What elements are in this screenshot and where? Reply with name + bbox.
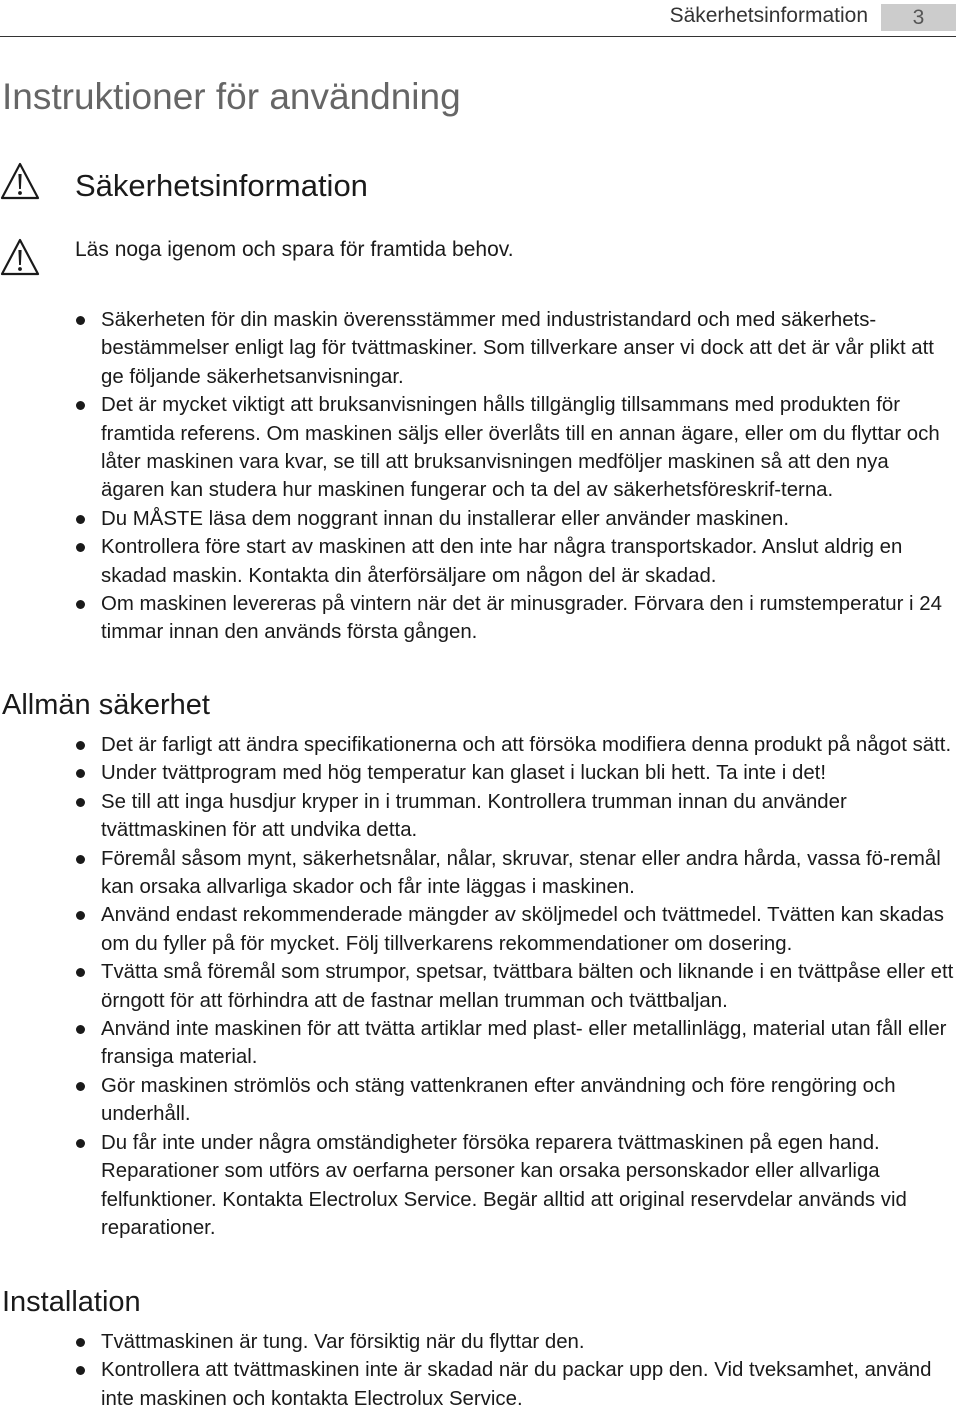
list-item: Du MÅSTE läsa dem noggrant innan du installerar eller använder maskinen. bbox=[0, 505, 958, 533]
bullet-icon bbox=[76, 1082, 85, 1091]
list-item: Du får inte under några omständigheter försöka reparera tvättmaskinen på egen hand. Reparationer som utförs av oerfarna personer kan orsaka personskador eller allvarliga felfunktioner. Kontakta Electrolux Service. Begär alltid att original reservdelar används vid reparationer. bbox=[0, 1129, 958, 1243]
list-item: Använd endast rekommenderade mängder av sköljmedel och tvättmedel. Tvätten kan skadas om du fyller på för mycket. Följ tillverkarens rekommendationer om dosering. bbox=[0, 901, 958, 958]
list-item: Om maskinen levereras på vintern när det är minusgrader. Förvara den i rumstemperatur i 24 timmar innan den används första gången. bbox=[0, 590, 958, 647]
bullet-icon bbox=[76, 1338, 85, 1347]
bullet-icon bbox=[76, 401, 85, 410]
bullet-icon bbox=[76, 855, 85, 864]
header-divider bbox=[0, 36, 956, 37]
general-safety-heading: Allmän säkerhet bbox=[2, 689, 210, 721]
bullet-icon bbox=[76, 600, 85, 609]
bullet-icon bbox=[76, 1139, 85, 1148]
installation-heading: Installation bbox=[2, 1286, 141, 1318]
installation-bullet-list bbox=[0, 1328, 958, 1413]
safety-section-title: Säkerhetsinformation bbox=[75, 168, 368, 203]
bullet-icon bbox=[76, 741, 85, 750]
bullet-icon bbox=[76, 316, 85, 325]
list-item: Tvätta små föremål som strumpor, spetsar, tvättbara bälten och liknande i en tvättpåse eller ett örngott för att förhindra att de fastnar mellan trumman och tvättbaljan. bbox=[0, 958, 958, 1015]
list-item: Det är farligt att ändra specifikationerna och att försöka modifiera denna produkt på något sätt. bbox=[0, 731, 958, 759]
bullet-icon bbox=[76, 515, 85, 524]
list-item: Gör maskinen strömlös och stäng vattenkranen efter användning och före rengöring och underhåll. bbox=[0, 1072, 958, 1129]
general-bullet-list bbox=[0, 731, 958, 1242]
list-item: Använd inte maskinen för att tvätta artiklar med plast- eller metallinlägg, material utan fåll eller fransiga material. bbox=[0, 1015, 958, 1072]
warning-triangle-icon bbox=[0, 162, 40, 200]
safety-subtitle: Läs noga igenom och spara för framtida behov. bbox=[75, 238, 514, 261]
header-section-title: Säkerhetsinformation bbox=[669, 4, 868, 27]
list-item: Tvättmaskinen är tung. Var försiktig när du flyttar den. bbox=[0, 1328, 958, 1356]
warning-triangle-icon bbox=[0, 238, 40, 276]
bullet-icon bbox=[76, 968, 85, 977]
bullet-icon bbox=[76, 798, 85, 807]
bullet-icon bbox=[76, 1025, 85, 1034]
list-item: Kontrollera att tvättmaskinen inte är skadad när du packar upp den. Vid tveksamhet, använd inte maskinen och kontakta Electrolux Service. bbox=[0, 1356, 958, 1413]
list-item: Det är mycket viktigt att bruksanvisningen hålls tillgänglig tillsammans med produkten för framtida referens. Om maskinen säljs eller överlåts till en annan ägare, eller om du flyttar och låter maskinen vara kvar, se till att bruksanvisningen medföljer maskinen så att den nya ägaren kan studera hur maskinen fungerar och ta del av säkerhetsföreskrif-terna. bbox=[0, 391, 958, 505]
page-number: 3 bbox=[881, 4, 956, 31]
bullet-icon bbox=[76, 543, 85, 552]
page-title: Instruktioner för användning bbox=[2, 76, 461, 117]
list-item: Säkerheten för din maskin överensstämmer med industristandard och med säkerhets-bestämmelser enligt lag för tvättmaskiner. Som tillverkare anser vi dock att det är vår plikt att ge följande säkerhetsanvisningar. bbox=[0, 306, 958, 391]
bullet-icon bbox=[76, 769, 85, 778]
safety-bullet-list bbox=[0, 306, 958, 647]
list-item: Se till att inga husdjur kryper in i trumman. Kontrollera trumman innan du använder tvättmaskinen för att undvika detta. bbox=[0, 788, 958, 845]
page-header bbox=[0, 0, 960, 38]
bullet-icon bbox=[76, 1366, 85, 1375]
list-item: Föremål såsom mynt, säkerhetsnålar, nålar, skruvar, stenar eller andra hårda, vassa fö-remål kan orsaka allvarliga skador och får inte läggas i maskinen. bbox=[0, 845, 958, 902]
bullet-icon bbox=[76, 911, 85, 920]
list-item: Kontrollera före start av maskinen att den inte har några transportskador. Anslut aldrig en skadad maskin. Kontakta din återförsäljare om någon del är skadad. bbox=[0, 533, 958, 590]
list-item: Under tvättprogram med hög temperatur kan glaset i luckan bli hett. Ta inte i det! bbox=[0, 759, 958, 787]
